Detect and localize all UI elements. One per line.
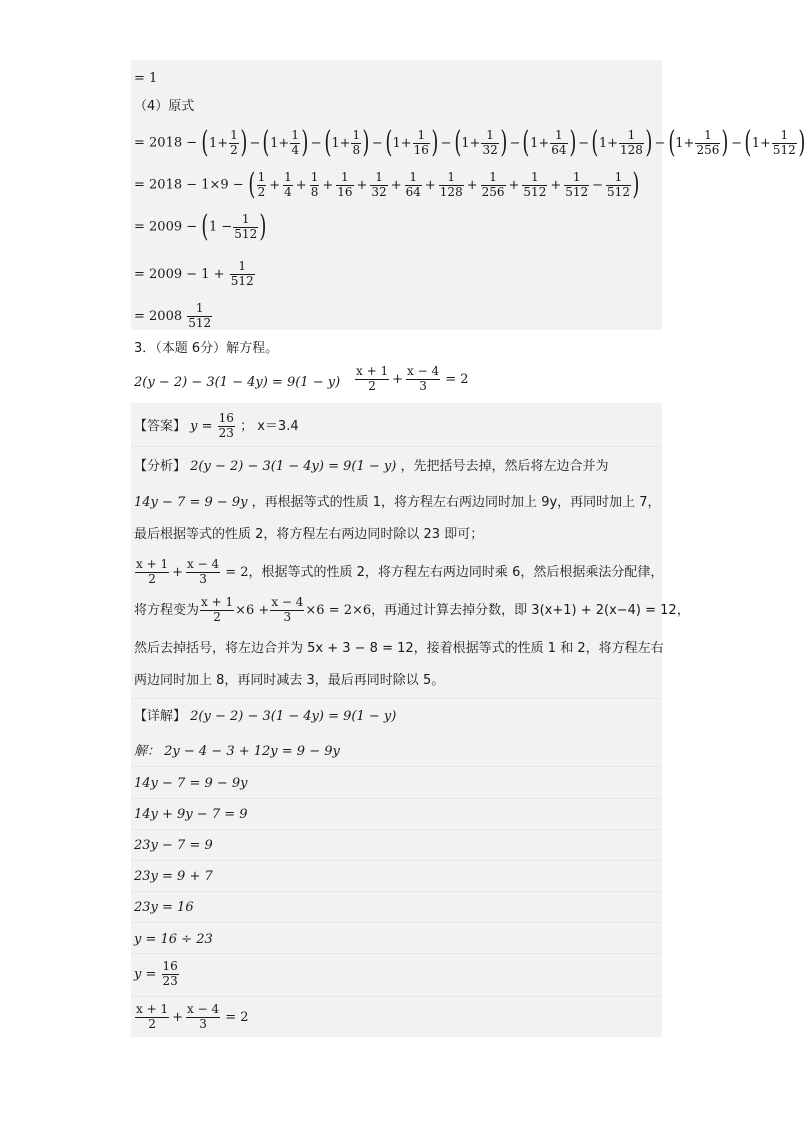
fraction: $\frac{1}{16}$ [337,169,353,199]
fraction: $\frac{16}{23}$ [218,411,234,440]
plus-sign: + [424,177,436,193]
fraction: $\frac{1}{4}$ [291,127,299,157]
plus-sign: + [356,177,368,193]
open-paren: ( [323,125,331,160]
analysis-line3: 最后根据等式的性质 2，将方程左右两边同时除以 23 即可； [134,527,484,542]
q3-eq1: 2(y − 2) − 3(1 − 4y) = 9(1 − y) [134,375,341,390]
part4-line3 [134,209,267,244]
fraction: $\frac{16}{23}$ [162,959,178,988]
analysis-text: ，再根据等式的性质 1，将方程左右两边同时加上 9y，再同时加上 7， [251,495,661,510]
answer-line [134,412,299,441]
line1-prefix: = 2018 − [134,135,198,151]
detail-final-lhs: y = [134,966,157,982]
fraction: $\frac{1}{64}$ [405,169,421,199]
plus-sign: + [295,177,307,193]
part4-line4 [134,260,256,289]
close-paren: ) [632,167,640,202]
fraction: $\frac{1}{512}$ [230,259,254,288]
open-paren: ( [522,125,530,160]
fraction: $\frac{1}{256}$ [696,127,720,157]
close-paren: ) [645,125,653,160]
close-paren: ) [301,125,309,160]
analysis-line2 [134,496,661,509]
fraction: $\frac{x - 4}{3}$ [271,595,304,624]
q3-eq2: $\frac{x + 1}{2}$ + $\frac{x - 4}{3}$ = 2 [356,364,469,393]
fraction: $\frac{1}{32}$ [371,169,387,199]
close-paren: ) [240,125,248,160]
paren-term [591,125,653,160]
detail-step: 23y = 16 [134,900,194,915]
analysis-text: ，根据等式的性质 2，将方程左右两边同时乘 6，然后根据乘法分配律， [248,564,664,580]
detail-step: 23y − 7 = 9 [134,838,213,853]
part4-line2 [134,167,640,202]
plus-sign: + [390,177,402,193]
term-one: 1+ [392,135,412,151]
paren-term [385,125,439,160]
fraction: $\frac{1}{8}$ [310,169,319,199]
detail-final [134,960,180,989]
paren-term [667,125,730,160]
fraction: $\frac{1}{2}$ [257,169,266,199]
fraction: $\frac{x - 4}{3}$ [187,557,220,586]
paren-term [453,125,508,160]
fraction: $\frac{1}{512}$ [234,211,258,241]
minus-sign: − [731,135,742,151]
q3-title: 3．（本题 6分）解方程。 [134,341,279,356]
fraction: $\frac{1}{128}$ [439,169,463,199]
paren-term [262,125,309,160]
analysis-eq: 2(y − 2) − 3(1 − 4y) = 9(1 − y) [190,459,397,474]
plus-sign: + [508,177,520,193]
fraction: $\frac{1}{2}$ [230,127,238,157]
detail-label: 【详解】 [134,709,187,724]
fraction: $\frac{1}{4}$ [284,169,292,199]
open-paren: ( [201,209,209,244]
analysis-line5 [134,596,690,625]
eq-one: = 1 [134,71,158,86]
fraction: $\frac{1}{256}$ [481,169,505,199]
term-one: 1+ [751,135,771,151]
close-paren: ) [500,125,508,160]
term-one: 1+ [675,135,695,151]
detail-eq2: $\frac{x + 1}{2}$ + $\frac{x - 4}{3}$ = 2 [136,1002,249,1031]
term-one: 1+ [461,135,481,151]
minus-sign: − [310,135,322,151]
term-one: 1+ [331,135,351,151]
fraction: $\frac{x - 4}{3}$ [187,1002,220,1031]
detail-step: 解： 2y − 4 − 3 + 12y = 9 − 9y [134,744,340,759]
detail-step: 23y = 9 + 7 [134,869,213,884]
fraction: $\frac{1}{16}$ [413,127,429,157]
analysis-text: ，先把括号去掉，然后将左边合并为 [400,459,609,474]
fraction: $\frac{1}{512}$ [607,169,630,199]
detail-step: 14y + 9y − 7 = 9 [134,807,248,822]
open-paren: ( [248,167,256,202]
fraction: $\frac{1}{512}$ [565,169,589,199]
open-paren: ( [744,125,752,160]
close-paren: ) [431,125,439,160]
term-one: 1+ [530,135,550,151]
analysis-mid: ×6 + [235,602,270,618]
fraction: $\frac{x + 1}{2}$ [136,1002,169,1031]
analysis-text: ，再通过计算去掉分数，即 3(x+1) + 2(x−4) = 12， [371,602,690,618]
close-paren: ) [362,125,370,160]
line2-prefix: = 2018 − 1×9 − [134,177,244,193]
part4-label: （4）原式 [134,99,195,114]
minus-sign: − [440,135,452,151]
fraction: $\frac{1}{32}$ [482,127,498,157]
fraction: $\frac{x - 4}{3}$ [407,364,440,393]
analysis-line7: 两边同时加上 8，再同时减去 3，最后再同时除以 5。 [134,673,445,688]
term-one: 1+ [209,135,229,151]
minus-sign: − [592,177,604,193]
close-paren: ) [568,125,576,160]
line3-inner: 1 − [209,219,233,235]
detail-step: y = 16 ÷ 23 [134,932,213,947]
paren-term [323,125,370,160]
analysis-text: 将方程变为 [134,602,200,618]
part4-line5 [134,302,213,331]
line2-terms [256,169,632,199]
detail-eq: 2(y − 2) − 3(1 − 4y) = 9(1 − y) [190,709,397,724]
detail-header [134,710,396,723]
line4-prefix: = 2009 − 1 + [134,266,225,282]
fraction: $\frac{1}{512}$ [772,127,796,157]
q3-eq2-rhs: = 2 [445,371,469,387]
open-paren: ( [453,125,461,160]
analysis-eq-rhs: = 2 [225,564,249,580]
answer-x: ； x＝3.4 [240,418,299,434]
fraction: $\frac{x + 1}{2}$ [201,595,234,624]
open-paren: ( [591,125,599,160]
line3-prefix: = 2009 − [134,219,198,235]
minus-sign: − [249,135,261,151]
fraction: $\frac{x + 1}{2}$ [136,557,169,586]
analysis-line6: 然后去掉括号，将左边合并为 5x + 3 − 8 = 12，接着根据等式的性质 1 和 2，将方程左右 [134,641,664,656]
close-paren: ) [798,125,806,160]
answer-label: 【答案】 [134,418,187,434]
minus-sign: − [654,135,666,151]
detail-eq2-rhs: = 2 [225,1009,249,1025]
term-one: 1+ [270,135,290,151]
open-paren: ( [667,125,675,160]
plus-sign: + [322,177,334,193]
minus-sign: − [509,135,521,151]
open-paren: ( [201,125,209,160]
fraction: $\frac{1}{64}$ [551,127,567,157]
fraction: $\frac{1}{512}$ [188,301,212,330]
minus-sign: − [578,135,590,151]
analysis-line1 [134,460,608,473]
plus-sign: + [550,177,562,193]
plus-sign: + [269,177,281,193]
minus-sign: − [371,135,383,151]
analysis-label: 【分析】 [134,459,187,474]
fraction: $\frac{x + 1}{2}$ [356,364,389,393]
line5-prefix: = 2008 [134,308,183,324]
close-paren: ) [721,125,729,160]
line1-terms [201,125,806,160]
open-paren: ( [262,125,270,160]
fraction: $\frac{1}{128}$ [620,127,643,157]
part4-line1 [134,125,806,160]
plus-sign: + [466,177,478,193]
fraction: $\frac{1}{8}$ [352,127,361,157]
answer-y-lhs: y = [190,418,213,434]
analysis-line4: $\frac{x + 1}{2}$ + $\frac{x - 4}{3}$ = 2，根据等式的性质 2，将方程左右两边同时乘 6，然后根据乘法分配律， [136,557,664,586]
fraction: $\frac{1}{512}$ [523,169,547,199]
term-one: 1+ [598,135,619,151]
paren-term [744,125,806,160]
detail-step: 14y − 7 = 9 − 9y [134,776,248,791]
paren-term [201,125,248,160]
analysis-end: ×6 = 2×6 [305,602,372,618]
close-paren: ) [259,209,267,244]
open-paren: ( [385,125,393,160]
analysis-eq: 14y − 7 = 9 − 9y [134,495,248,510]
paren-term [522,125,576,160]
